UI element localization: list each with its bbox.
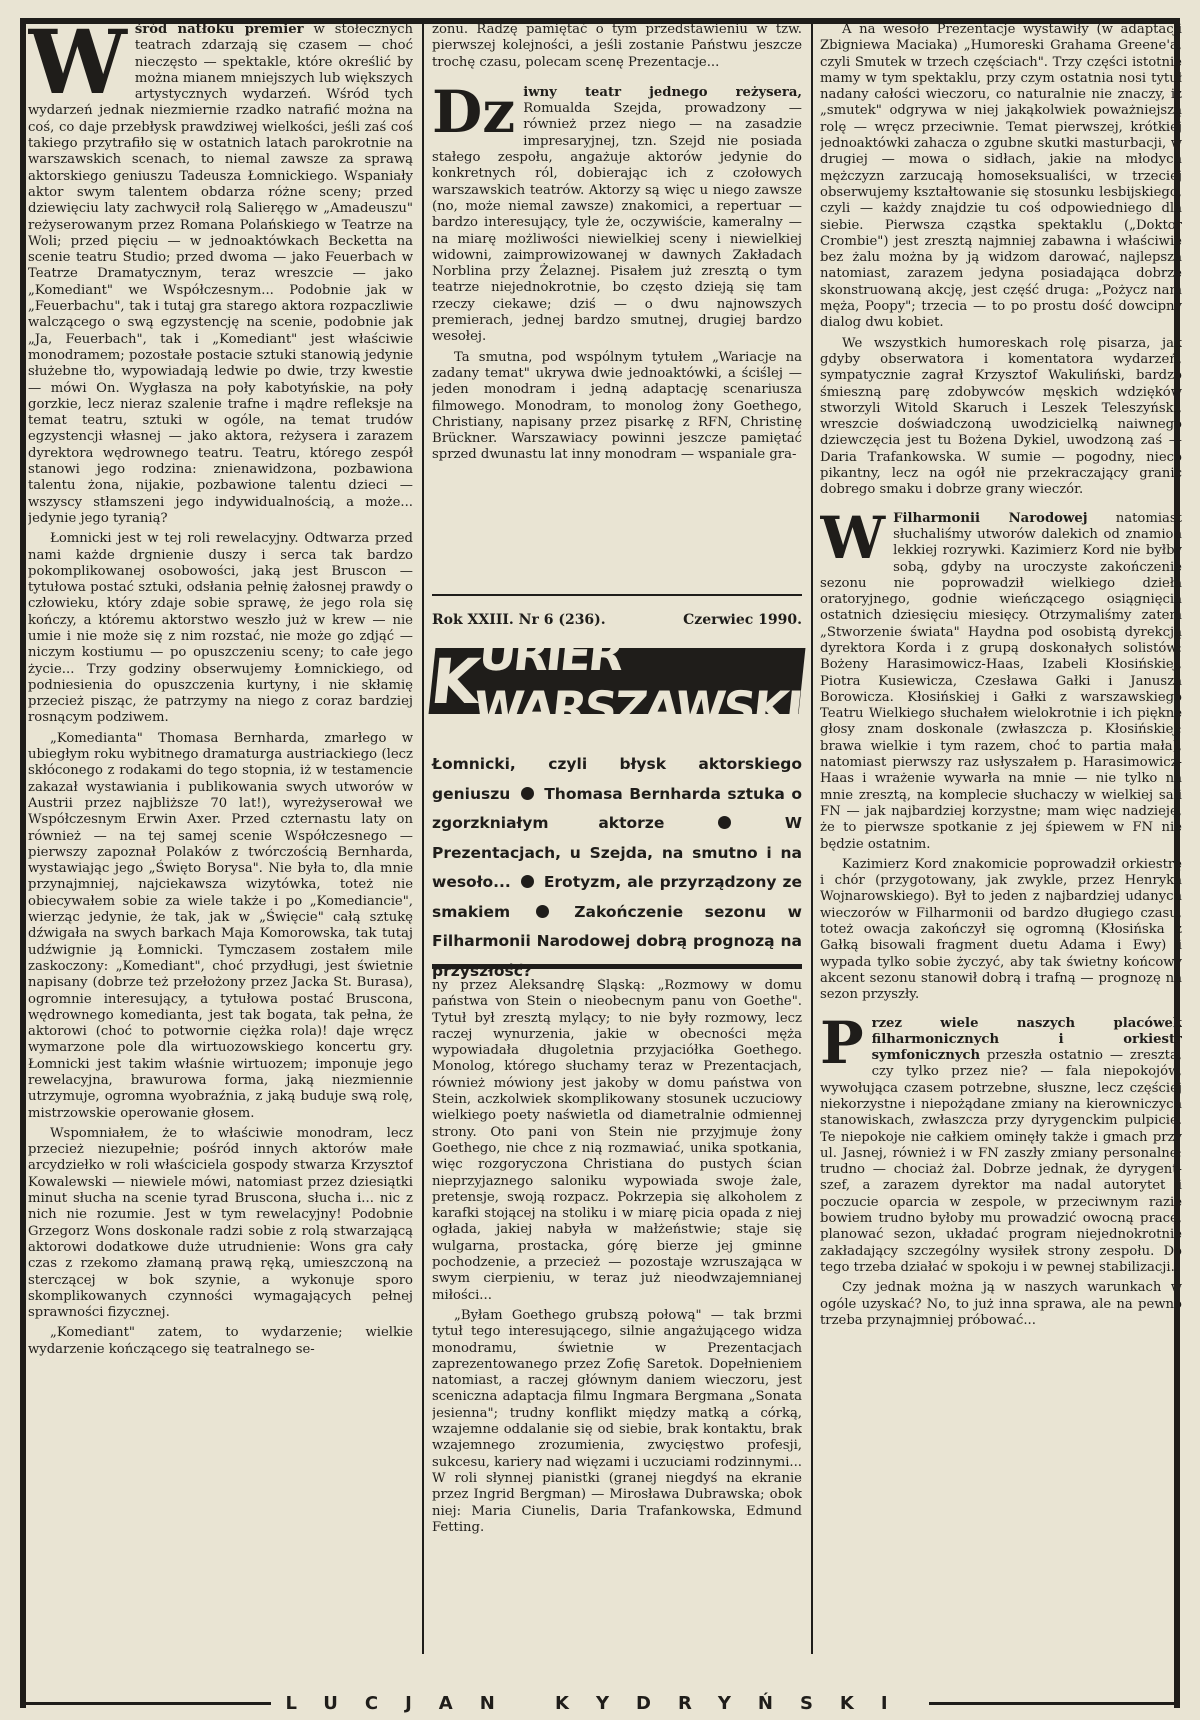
lead-in: iwny teatr jednego reżysera,	[523, 84, 802, 100]
byline-rule	[929, 1702, 1180, 1705]
headline-item: Thomasa Bernharda sztuka o zgorzkniałym aktorze	[432, 784, 802, 832]
headline-item: W Prezentacjach, u Szejda, na smutno i na wesoło...	[432, 814, 802, 891]
paragraph-text: przeszła ostatnio — zresztą, czy tylko przez nie? — fala niepokojów, wywołująca czasem potrzebne, słuszne, lecz częściej niekorzystne i niepożądane zmiany na kierowniczych stanowiskach, zwłaszcza przy dyrygenckim pulpicie. Te niepokoje nie całkiem ominęły także i gmach przy ul. Jasnej, również i w FN zaszły zmiany personalne; trudno — chociaż żal. Dobrze jednak, że dyrygent-szef, a zarazem dyrektor ma nadal autorytet i poczucie oparcia w zespole, w przeciwnym razie bowiem trudno byłoby mu prowadzić owocną pracę, planować sezon, układać program niejednokrotnie zakładający szczególny wysiłek strony zespołu. Do tego trzeba działać w spokoju i w pewnej stabilizacji.	[820, 1048, 1182, 1275]
paragraph-text: natomiast słuchaliśmy utworów dalekich od znamion lekkiej rozrywki. Kazimierz Kord nie byłby sobą, gdyby na uroczyste zakończenie sezonu nie poprowadził wielkiego dzieła oratoryjnego, godnie wieńczącego osiągnięcia ostatnich dziesięciu miesięcy. Otrzymaliśmy zatem „Stworzenie świata" Haydna pod osobistą dyrekcją dyrektora Korda i z grupą doskonałych solistów: Bożeny Harasimowicz-Haas, Izabeli Kłosińskiej, Piotra Kusiewicza, Czesława Gałki i Janusza Borowicza. Kłosińskiej i Gałki z warszawskiego Teatru Wielkiego słuchałem wielokrotnie i ich piękne głosy znam doskonale (zwłaszcza p. Kłosińskiej; brawa wielkie i tym razem, choć to partia mała), natomiast pierwszy raz usłyszałem p. Harasimowicz-Haas i wrażenie wywarła na mnie — nie tylko na mnie zresztą, na komplecie słuchaczy w wielkiej sali FN — jak najbardziej korzystne; mam więc nadzieję, że to pierwsze spotkanie z jej śpiewem w FN nie będzie ostatnim.	[820, 510, 1182, 852]
lead-in: rzez wiele naszych placówek filharmonicznych i orkiestr symfonicznych	[871, 1015, 1182, 1064]
lead-in: śród natłoku premier	[134, 22, 304, 37]
paragraph-text: Romualda Szejda, prowadzony — również przez niego — na zasadzie impresaryjnej, tzn. Szejd nie posiada stałego zespołu, angażuje aktorów jedynie do konkretnych ról, dobierając ich z czołowych warszawskich teatrów. Aktorzy są więc u niego zawsze (no, może niemal zawsze) znakomici, a repertuar — bardzo interesujący, tyle że, oczywiście, kameralny — na miarę możliwości niewielkiej sceny i niewielkiej widowni, zaimprowizowanej w dawnych Zakładach Norblina przy Żelaznej. Pisałem już zresztą o tym teatrze niejednokrotnie, bo często dzieją się tam rzeczy ciekawe; dziś — o dwu najnowszych premierach, jednej bardzo smutnej, drugiej bardzo wesołej.	[432, 101, 802, 345]
masthead-logo	[427, 627, 806, 735]
headline-item: Zakończenie sezonu w Filharmonii Narodowej dobrą prognozą na przyszłość?	[432, 902, 802, 980]
article-column-2-top	[432, 22, 802, 592]
issue-number: Rok XXIII. Nr 6 (236).	[432, 612, 606, 628]
drop-cap: Dz	[432, 77, 516, 146]
headline-item: Łomnicki, czyli błysk aktorskiego geniuszu	[432, 755, 802, 803]
article-column-2-bottom	[432, 978, 802, 1698]
paragraph: „Komediant" zatem, to wydarzenie; wielkie wydarzenie kończącego się teatralnego se-	[28, 1325, 413, 1357]
issue-date: Czerwiec 1990.	[683, 612, 802, 628]
article-column-1	[28, 22, 413, 1642]
masthead-rest: URIER WARSZAWSKI	[470, 627, 803, 735]
issue-line	[432, 594, 802, 628]
bullet-icon	[536, 905, 549, 918]
bullet-icon	[521, 787, 534, 800]
paragraph: Czy jednak można ją w naszych warunkach w ogóle uzyskać? No, to już inna sprawa, ale na pewno trzeba przynajmniej próbować...	[820, 1280, 1182, 1328]
paragraph: „Komedianta" Thomasa Bernharda, zmarłego w ubiegłym roku wybitnego dramaturga austriackiego (lecz skłóconego z rodakami do tego stopnia, iż w testamencie zakazał wystawiania i publikowania swych utworów w Austrii przez najbliższe 70 lat!), wyreżyserował we Współczesnym Erwin Axer. Przed czternastu laty on również — na tej samej scenie Współczesnego — pierwszy zapoznał Polaków z twórczością Bernharda, wystawiając jego „Święto Borysa". Nie była to, dla mnie przynajmniej, najciekawsza wizytówka, toteż nie obiecywałem sobie za wiele także i po „Komediancie", wierząc jedynie, że tak, jak w „Święcie" całą sztukę dźwigała na swych barkach Maja Komorowska, tak tutaj udźwignie ją Łomnicki. Tymczasem zostałem mile zaskoczony: „Komediant", choć przydługi, jest świetnie napisany (dobrze też przełożony przez Jacka St. Burasa), ogromnie interesujący, a tytułowa postać Bruscona, wędrownego komedianta, jest tak bogata, tak pełna, że aktorowi (choć to potwornie ciężka rola)! daje wręcz wymarzone pole dla wirtuozowskiego koncertu gry. Łomnicki jest takim właśnie wirtuozem; imponuje jego rewelacyjna, brawurowa forma, jaką niezmiennie utrzymuje, ogromna wyobraźnia, z jaką buduje swą rolę, mistrzowskie operowanie głosem.	[28, 730, 413, 1121]
paragraph: Kazimierz Kord znakomicie poprowadził orkiestrę i chór (przygotowany, jak zwykle, przez Henryka Wojnarowskiego). Był to jeden z najbardziej udanych wieczorów w Filharmonii od bardzo długiego czasu, toteż owacja zakończył się ogromną (Kłosińska z Gałką bisowali fragment duetu Adama i Ewy) i wypada tylko sobie życzyć, aby tak świetny końcowy akcent sezonu stanowił dobrą i trafną — prognozę na sezon przyszły.	[820, 856, 1182, 1003]
paragraph-text: w stołecznych teatrach zdarzają się czasem — choć nieczęsto — spektakle, które określić by można mianem mniejszych lub większych artystycznych wydarzeń. Wśród tych wydarzeń jednak niezmiernie rzadko natrafić można na coś, co daje przebłysk prawdziwej wielkości, jeśli zaś coś takiego przytrafiło się w ostatnich latach parokrotnie na warszawskich scenach, to niemal zawsze za sprawą aktorskiego geniuszu Tadeusza Łomnickiego. Wspaniały aktor swym talentem obdarza różne sceny; przed dziewięciu laty zachwycił rolą Salieręgo w „Amadeuszu" reżyserowanym przez Romana Polańskiego w Teatrze na Woli; przed pięciu — w jednoaktówkach Becketta na scenie teatru Studio; przed dwoma — jako Feuerbach w Teatrze Dramatycznym, teraz wreszcie — jako „Komediant" we Współczesnym... Podobnie jak w „Feuerbachu", tak i tutaj gra starego aktora rozpaczliwie walczącego o swą egzystencję na scenie, podobnie jak „Ja, Feuerbach", tak i „Komediant" jest właściwie monodramem; pozostałe postacie sztuki stanowią jedynie służebne tło, wypowiadają ledwie po dwie, trzy kwestie — mówi On. Wygłasza na poły kabotyńskie, na poły gorzkie, lecz nieraz szalenie trafne i mądre refleksje na temat teatru, sztuki w ogóle, na temat trudów egzystencji własnej — jako aktora, reżysera i zarazem dyrektora wędrownego teatru. Teatru, którego zespół stanowi jego rodzina: znienawidzona, pozbawiona talentu żona, nijakie, pozbawione talentu dzieci — wszyscy stłamszeni jego indywidualnością, a może... jedynie jego tyranią?	[28, 22, 413, 526]
column-rule	[811, 22, 813, 1654]
masthead-first-letter: K	[427, 644, 481, 718]
paragraph: zonu. Radzę pamiętać o tym przedstawieniu w tzw. pierwszej kolejności, a jeśli zostanie Państwu jeszcze trochę czasu, polecam scenę Prezentacje...	[432, 22, 802, 70]
author-name: LUCJAN KYDRYŃSKI	[285, 1692, 915, 1714]
article-column-3	[820, 22, 1182, 1642]
bullet-icon	[718, 816, 731, 829]
drop-cap: W	[820, 503, 886, 572]
paragraph	[432, 77, 802, 346]
byline-rule	[20, 1702, 271, 1705]
headline-item: Erotyzm, ale przyrządzony ze smakiem	[432, 873, 802, 921]
paragraph: Wspomniałem, że to właściwie monodram, lecz przecież niezupełnie; pośród innych aktorów małe arcydziełko w roli właściciela gospody stwarza Krzysztof Kowalewski — niewiele mówi, natomiast przez dziesiątki minut słucha na scenie tyrad Bruscona, słucha i... nic z nich nie rozumie. Jest w tym rewelacyjny! Podobnie Grzegorz Wons doskonale radzi sobie z rolą stwarzającą aktorowi dodatkowe duże utrudnienie: Wons gra cały czas z rzekomo złamaną prawą ręką, umieszczoną na sterczącej w bok szynie, a wykonuje sporo skomplikowanych czynności wymagających pełnej sprawności fizycznej.	[28, 1125, 413, 1321]
lead-in: Filharmonii Narodowej	[893, 510, 1088, 526]
paragraph: „Byłam Goethego grubszą połową" — tak brzmi tytuł tego interesującego, silnie angażującego widza monodramu, świetnie w Prezentacjach zaprezentowanego przez Zofię Saretok. Dopełnieniem natomiast, a raczej głównym daniem wieczoru, jest sceniczna adaptacja filmu Ingmara Bergmana „Sonata jesienna"; trudny konflikt między matką a córką, wzajemne oddalanie się od siebie, brak kontaktu, brak wzajemnego zrozumienia, zwycięstwo profesji, sukcesu, kariery nad więzami i uczuciami rodzinnymi... W roli słynnej pianistki (granej niegdyś na ekranie przez Ingrid Bergman) — Mirosława Dubrawska; obok niej: Maria Ciunelis, Daria Trafankowska, Edmund Fetting.	[432, 1307, 802, 1535]
paragraph	[28, 22, 413, 527]
paragraph: Ta smutna, pod wspólnym tytułem „Wariacje na zadany temat" ukrywa dwie jednoaktówki, a ściślej — jeden monodram i jedną adaptację scenariusza filmowego. Monodram, to monolog żony Goethego, Christiany, napisany przez pisarkę z RFN, Christinę Brückner. Warszawiacy powinni jeszcze pamiętać sprzed dwunastu lat inny monodram — wspaniale gra-	[432, 349, 802, 463]
author-byline	[20, 1694, 1180, 1712]
paragraph: A na wesoło Prezentacje wystawiły (w adaptacji Zbigniewa Maciaka) „Humoreski Grahama Greene'a, czyli Smutek w trzech częściach". Trzy części istotnie mamy w tym spektaklu, przy czym ostatnia nosi tytuł nadany całości wieczoru, co naturalnie nie znaczy, iż „smutek" odgrywa w niej jakąkolwiek poważniejszą rolę — wręcz przeciwnie. Temat pierwszej, krótkiej jednoaktówki zahacza o zgubne skutki masturbacji, w drugiej — mowa o sidłach, jakie na młodych mężczyzn zarzucają homoseksualiści, w trzeciej obserwujemy kształtowanie się stosunku lesbijskiego, czyli — każdy znajdzie tu coś odpowiedniego dla siebie. Pierwsza cząstka spektaklu („Doktor Crombie") jest zresztą najmniej zabawna i właściwie bez żalu można by ją widzom darować, najlepsza natomiast, zarazem jedyna posiadająca dobrze skonstruowaną akcję, jest część druga: „Pożycz nam męża, Poopy"; trzecia — to po prostu dość dowcipny dialog dwu kobiet.	[820, 22, 1182, 331]
drop-cap: P	[820, 1008, 864, 1077]
column-rule	[422, 22, 424, 1654]
paragraph: ny przez Aleksandrę Śląską: „Rozmowy w domu państwa von Stein o nieobecnym panu von Goethe". Tytuł był zresztą mylący; to nie były rozmowy, lecz raczej wynurzenia, jakie w obecności męża wypowiadała długoletnia przyjaciółka Goethego. Monolog, którego słuchamy teraz w Prezentacjach, również mówiony jest jakoby w domu państwa von Stein, aczkolwiek skomplikowany stosunek uczuciowy wielkiego poety naświetla od diametralnie odmiennej strony. Oto pani von Stein nie przyjmuje żony Goethego, nie chce z nią rozmawiać, unika spotkania, więc rozgoryczona Christiana do pustych ścian nieprzyjaznego saloniku wypowiada swoje żale, pretensje, swoją rozpacz. Pokrzepia się alkoholem z karafki stojącej na stoliku i w miarę picia opada z niej ogłada, jakiej nabyła w małżeństwie; staje się wulgarna, prostacka, górę bierze jej gminne pochodzenie, a przecież — pozostaje wzruszająca w swym cierpieniu, w teraz już nieodwzajemnianej miłości...	[432, 978, 802, 1303]
paragraph	[820, 1008, 1182, 1277]
bullet-icon	[521, 875, 534, 888]
paragraph	[820, 503, 1182, 853]
drop-cap: W	[28, 22, 127, 114]
paragraph: We wszystkich humoreskach rolę pisarza, jak gdyby obserwatora i komentatora wydarzeń, sympatycznie zagrał Krzysztof Wakuliński, bardzo śmieszną parę zdobywców męskich wdzięków stworzyli Witold Skaruch i Leszek Teleszyński, wreszcie doświadczoną uwodzicielką naiwnego dziewczęcia jest tu Bożena Dykiel, uwodzoną zaś — Daria Trafankowska. W sumie — pogodny, nieco pikantny, lecz na ogół nie przekraczający granic dobrego smaku i dobrze grany wieczór.	[820, 335, 1182, 498]
headline-summary	[432, 750, 802, 980]
paragraph: Łomnicki jest w tej roli rewelacyjny. Odtwarza przed nami każde drgnienie duszy i serca tak bardzo pokomplikowanej osobowości, jaką jest Bruscon — tytułowa postać sztuki, odsłania pełnię żałosnej prawdy o człowieku, który zdaje sobie sprawę, że jego rola się kończy, a któremu aktorstwo weszło już w krew — nie umie i nie może się z nim rozstać, nie może go zdjąć — niczym kostiumu — po opuszczeniu sceny; to całe jego życie... Trzy godziny obserwujemy Łomnickiego, od podniesienia do opuszczenia kurtyny, i nie skłamię przecież pisząc, że patrzymy na niego z coraz bardziej rosnącym podziwem.	[28, 531, 413, 726]
